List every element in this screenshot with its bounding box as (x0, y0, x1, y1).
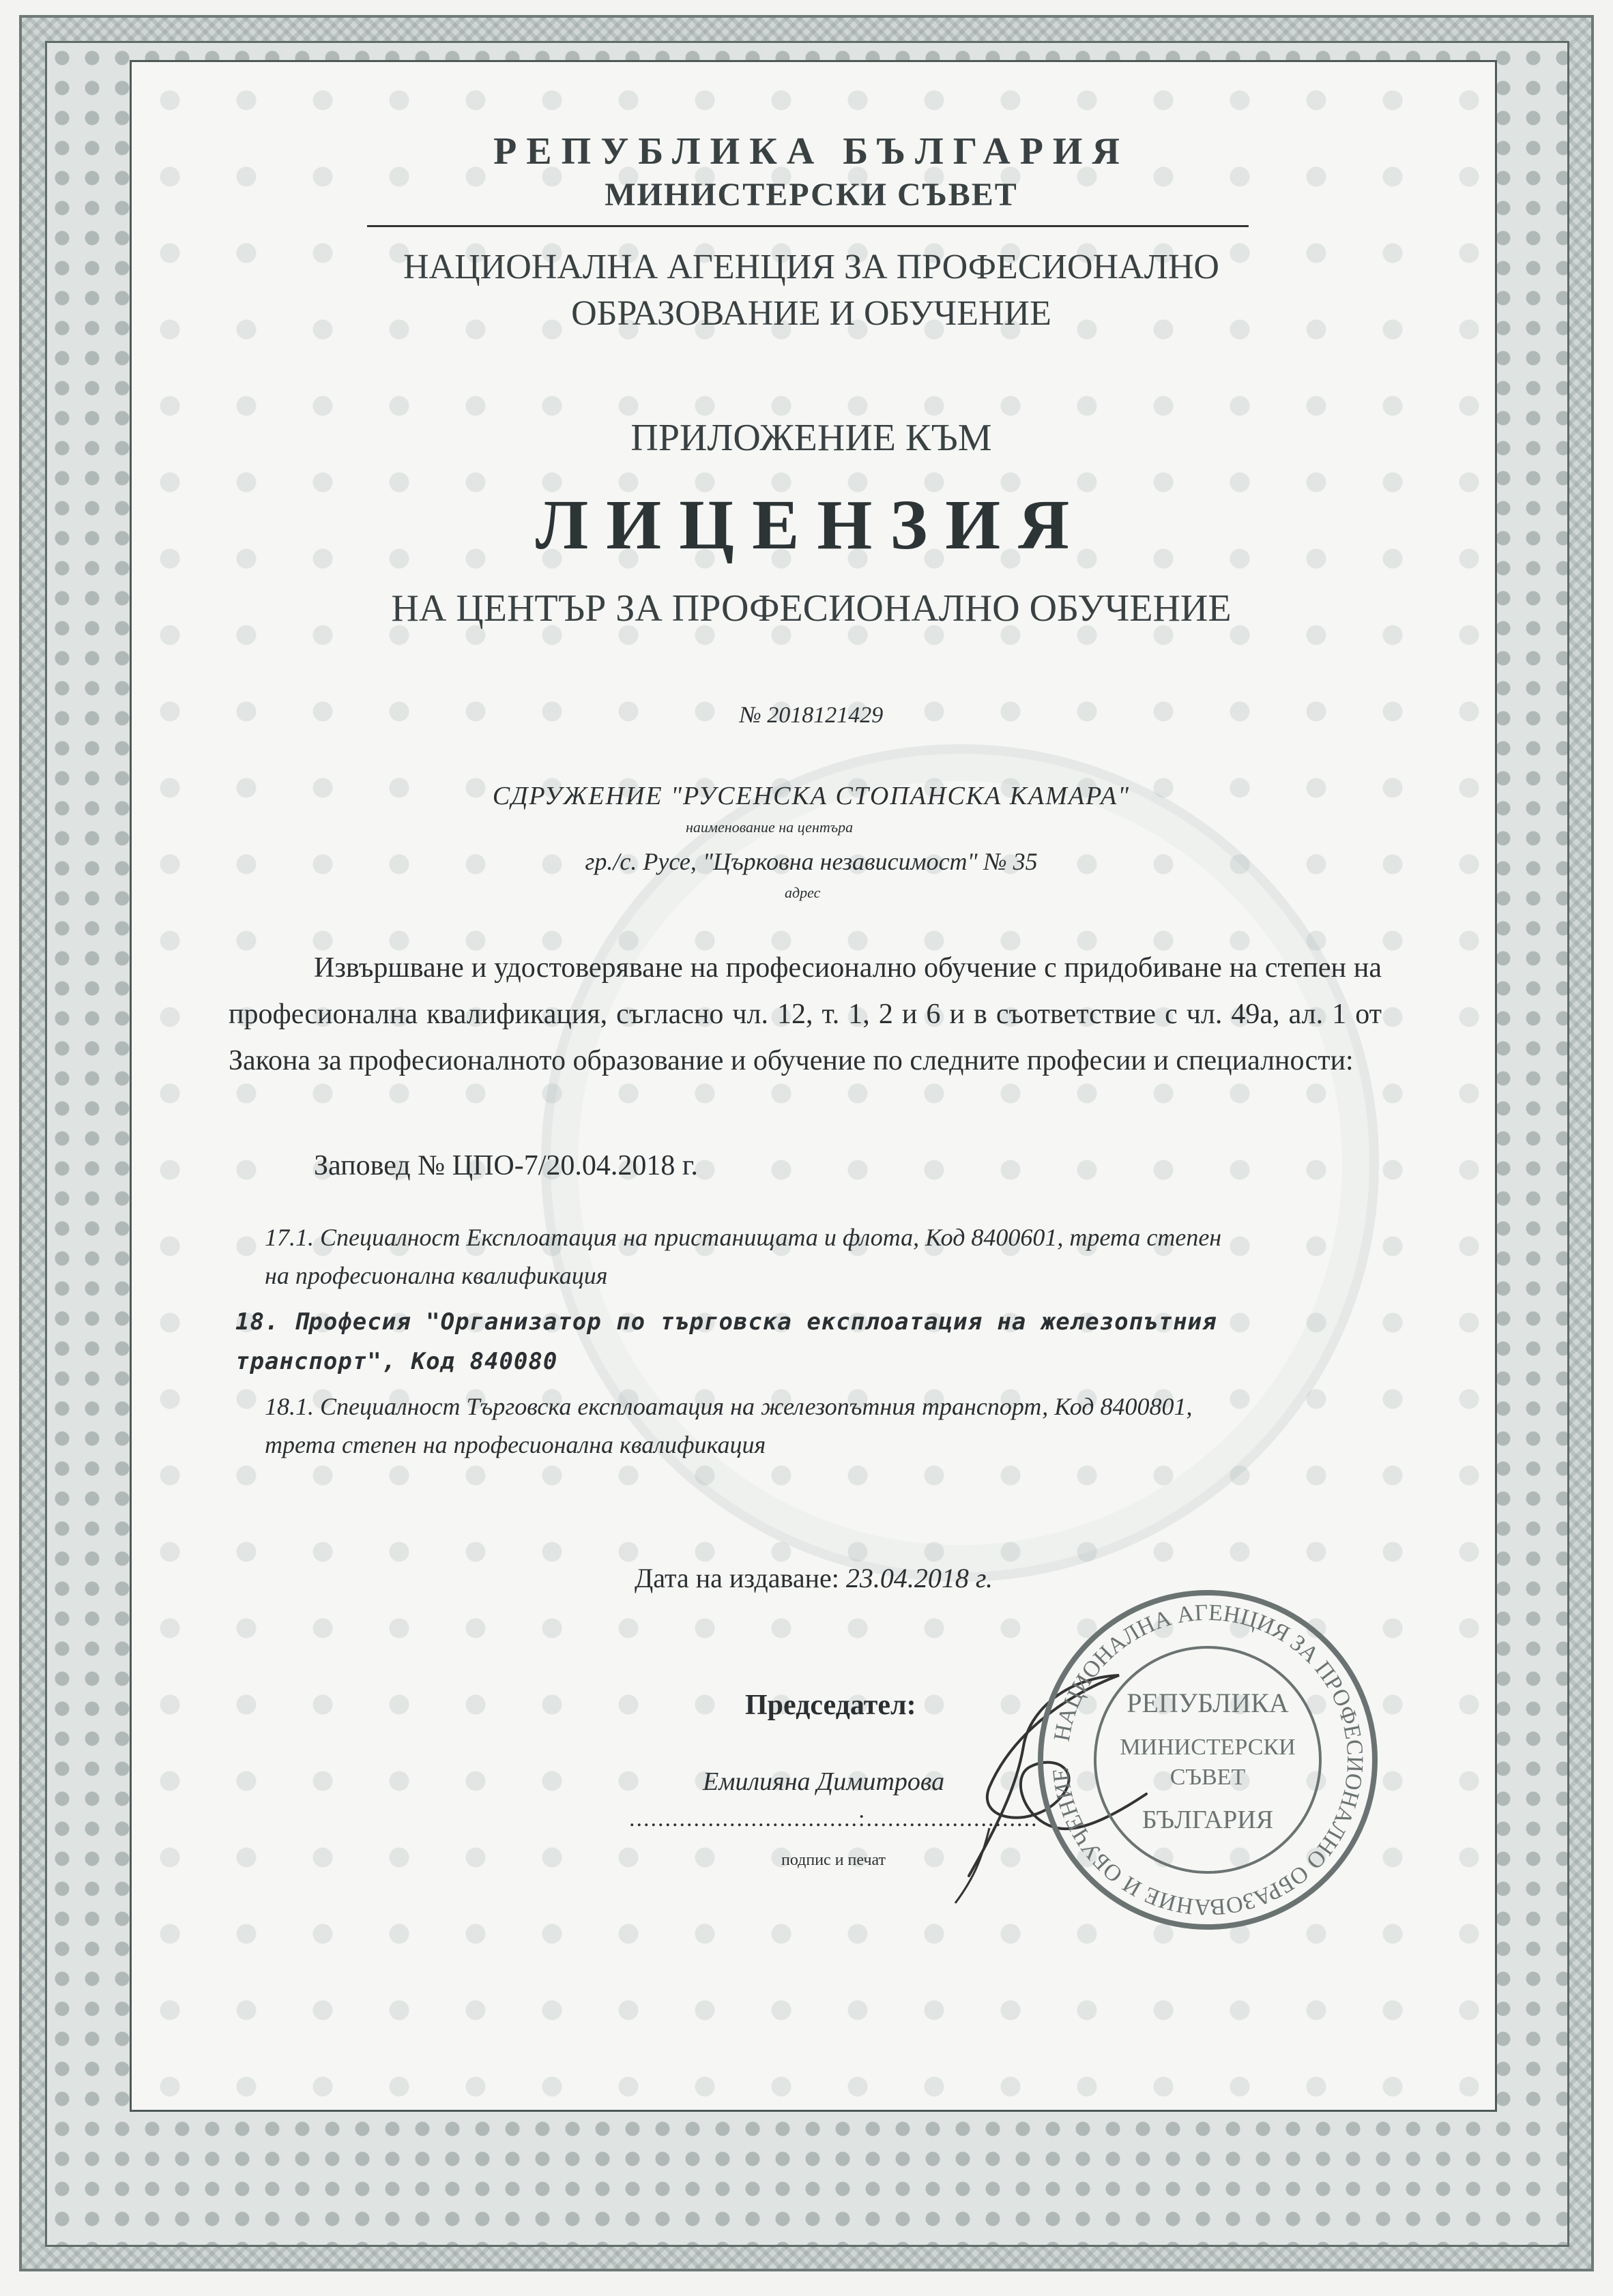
council-heading: МИНИСТЕРСКИ СЪВЕТ (605, 177, 1018, 213)
specialty-18-1-line1: 18.1. Специалност Търговска експлоатация на железопътния транспорт, Код 8400801, (265, 1393, 1193, 1420)
chairman-name: Емилияна Димитрова (703, 1767, 945, 1796)
header-divider (367, 225, 1249, 227)
agency-name-line2: ОБРАЗОВАНИЕ И ОБУЧЕНИЕ (571, 294, 1051, 333)
official-seal (1030, 1583, 1385, 1937)
seal-outer-text: НАЦИОНАЛНА АГЕНЦИЯ ЗА ПРОФЕСИОНАЛНО ОБРАЗОВАНИЕ И ОБУЧЕНИЕ (1048, 1600, 1368, 1920)
profession-18-line2: транспорт", Код 840080 (235, 1348, 558, 1375)
signature-dotted-line: ................................:........................ (629, 1806, 1038, 1831)
specialty-18-1-line2: трета степен на професионална квалификация (265, 1431, 766, 1458)
address-caption: адрес (785, 884, 821, 901)
chairman-label: Председател: (745, 1690, 916, 1721)
organization-caption: наименование на центъра (686, 819, 854, 836)
specialty-17-1-line1: 17.1. Специалност Експлоатация на пристанищата и флота, Код 8400601, трета степен (265, 1224, 1222, 1251)
center-subtitle: НА ЦЕНТЪР ЗА ПРОФЕСИОНАЛНО ОБУЧЕНИЕ (391, 587, 1232, 630)
specialty-17-1-line2: на професионална квалификация (265, 1262, 608, 1289)
signature-caption: подпис и печат (781, 1851, 886, 1869)
license-title: ЛИЦЕНЗИЯ (535, 486, 1088, 564)
issue-date-line (635, 1562, 993, 1594)
republic-heading: РЕПУБЛИКА БЪЛГАРИЯ (493, 130, 1129, 173)
issue-date-label: Дата на издаване: (635, 1563, 839, 1593)
agency-name-line1: НАЦИОНАЛНА АГЕНЦИЯ ЗА ПРОФЕСИОНАЛНО (403, 248, 1219, 286)
seal-council-line2: СЪВЕТ (1169, 1765, 1246, 1790)
order-reference: Заповед № ЦПО-7/20.04.2018 г. (314, 1150, 698, 1181)
seal-council-line1: МИНИСТЕРСКИ (1120, 1735, 1296, 1760)
organization-address: гр./с. Русе, "Църковна независимост" № 35 (585, 848, 1038, 875)
license-number: № 2018121429 (739, 703, 884, 728)
seal-republic: РЕПУБЛИКА (1127, 1688, 1289, 1718)
seal-country: БЪЛГАРИЯ (1142, 1806, 1274, 1834)
issue-date-value: 23.04.2018 г. (845, 1563, 993, 1593)
profession-18-line1: 18. Професия "Организатор по търговска експлоатация на железопътния (235, 1308, 1217, 1336)
appendix-heading: ПРИЛОЖЕНИЕ КЪМ (630, 417, 992, 459)
organization-name: СДРУЖЕНИЕ "РУСЕНСКА СТОПАНСКА КАМАРА" (492, 782, 1131, 810)
scope-paragraph: Извършване и удостоверяване на професионално обучение с придобиване на степен на професионална квалификация, съгласно чл. 12, т. 1, 2 и 6 и в съответствие с чл. 49а, ал. 1 от Закона за професионалното образование и обучение по следните професии и специалности: (229, 952, 1382, 1076)
